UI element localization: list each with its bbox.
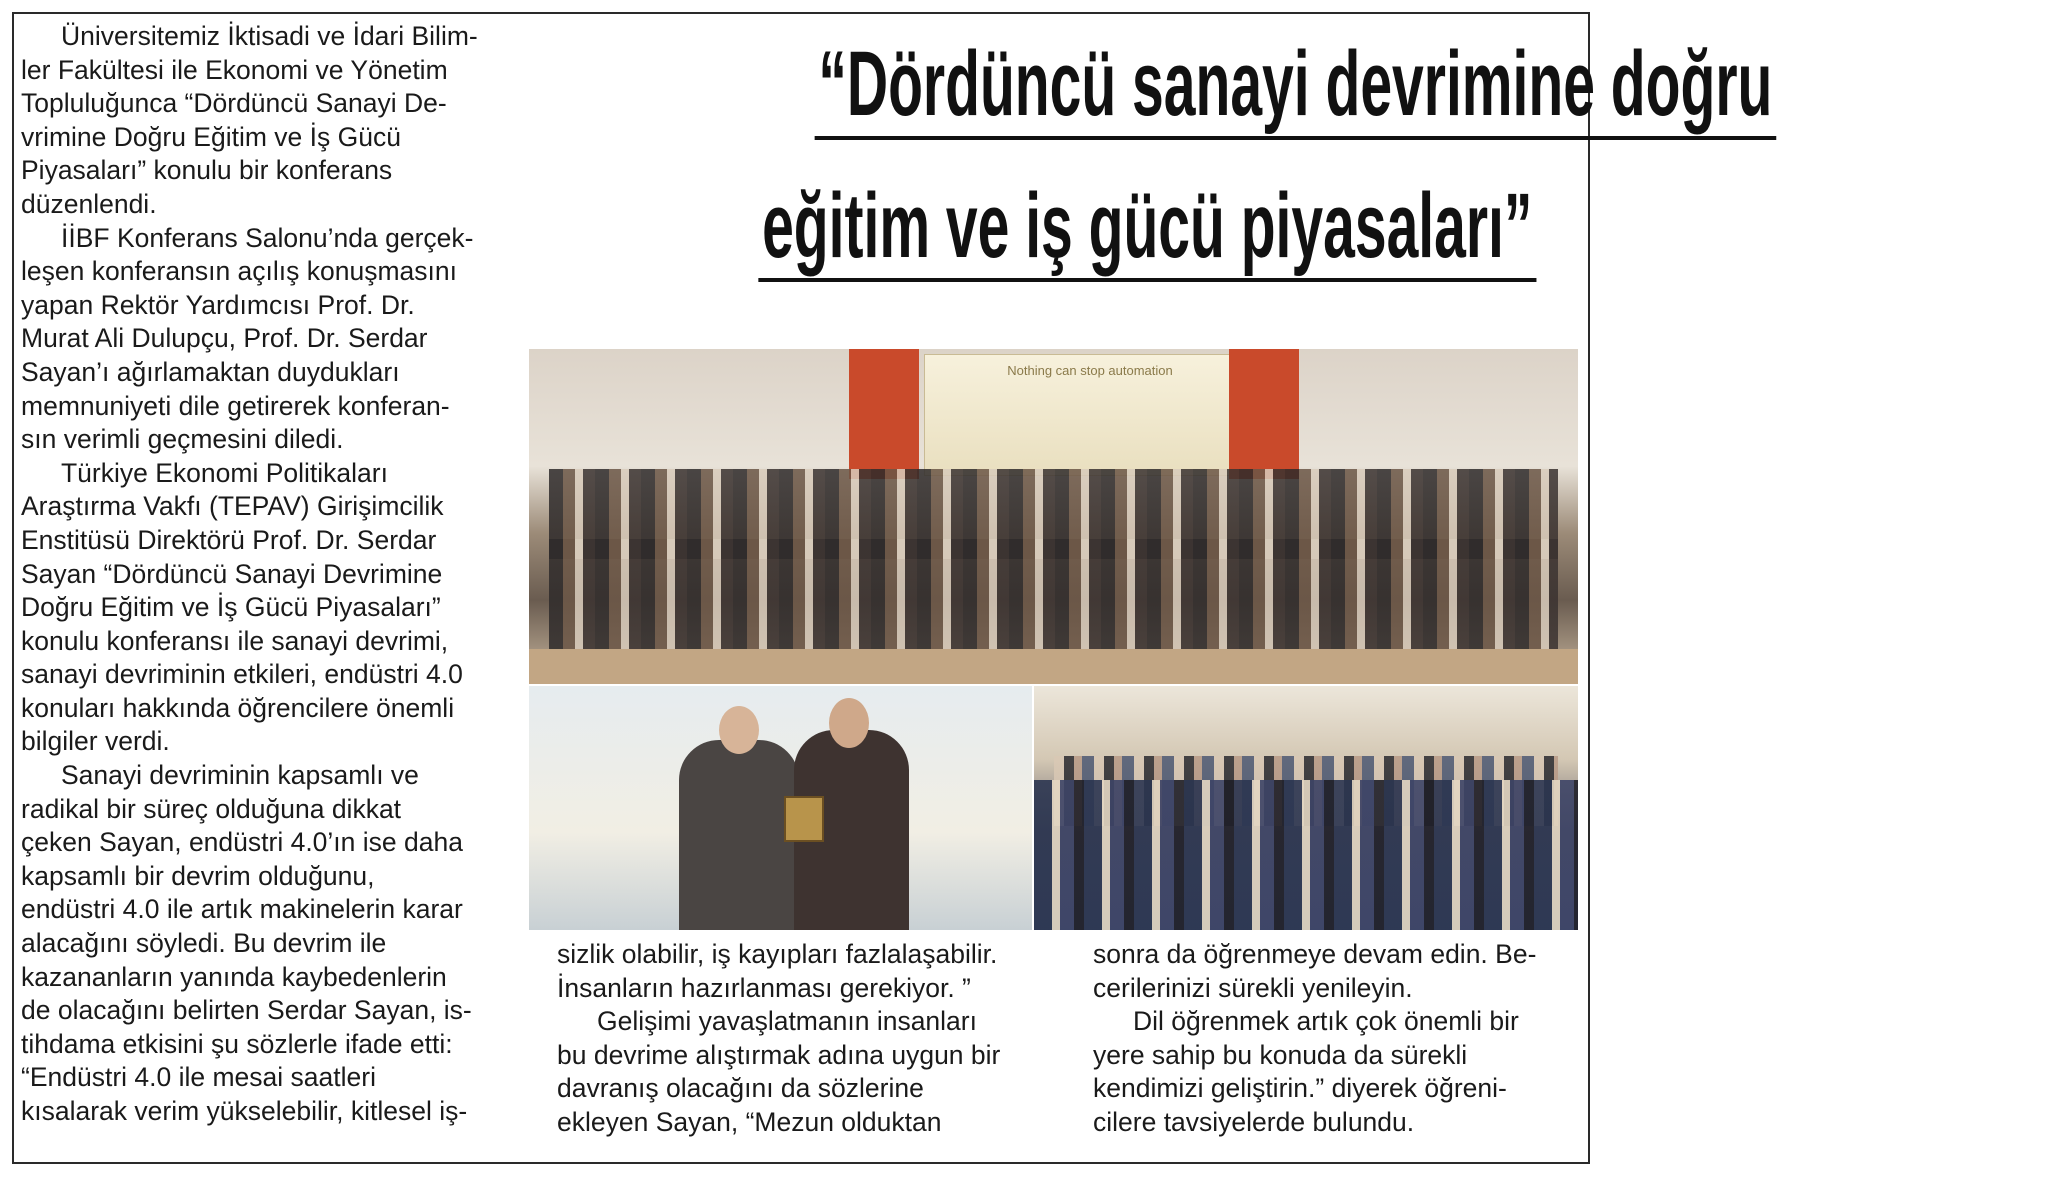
text-line: vrimine Doğru Eğitim ve İş Gücü [21,121,401,152]
left-text-column [21,20,511,1129]
text-line: kısalarak verim yükselebilir, kitlesel iş- [21,1096,468,1126]
text-line: yapan Rektör Yardımcısı Prof. Dr. [21,289,415,320]
face-left [719,706,759,754]
text-line: Sayan “Dördüncü Sanayi Devrimine [21,558,443,589]
text-line: sanayi devriminin etkileri, endüstri 4.0 [21,659,463,690]
headline-line-1: “Dördüncü sanayi devrimine doğru [815,38,1776,140]
text-line: kendimizi geliştirin.” diyerek öğreni- [1093,1073,1507,1104]
text-line: endüstri 4.0 ile artık makinelerin karar [21,894,463,925]
text-line: Enstitüsü Direktörü Prof. Dr. Serdar [21,524,437,555]
text-line: Dil öğrenmek artık çok önemli bir [1133,1006,1519,1037]
university-banner-left [849,349,919,479]
text-line: kapsamlı bir devrim olduğunu, [21,860,375,891]
text-line: memnuniyeti dile getirerek konferan- [21,390,450,421]
text-line: “Endüstri 4.0 ile mesai saatleri [21,1062,376,1093]
text-line: Üniversitemiz İktisadi ve İdari Bilim- [61,21,478,51]
text-line: ekleyen Sayan, “Mezun olduktan [557,1106,942,1137]
text-line: konulu konferansı ile sanayi devrimi, [21,625,449,656]
text-line: cilere tavsiyelerde bulundu. [1093,1106,1415,1137]
text-line: konuları hakkında öğrencilere önemli [21,692,455,723]
text-line: Gelişimi yavaşlatmanın insanları [597,1006,977,1037]
text-line: Piyasaları” konulu bir konferans [21,155,393,186]
text-line: davranış olacağını da sözlerine [557,1073,924,1104]
text-line: düzenlendi. [21,188,157,219]
group-crowd-front [549,539,1558,649]
text-line: tihdama etkisini şu sözlerle ifade etti: [21,1028,453,1059]
group-photo [529,349,1578,684]
text-line: Sayan’ı ağırlamaktan duydukları [21,356,400,387]
headline-line-2: eğitim ve iş gücü piyasaları” [758,180,1536,282]
text-line: sın verimli geçmesini diledi. [21,424,344,455]
projection-screen [924,354,1256,476]
text-line: radikal bir süreç olduğuna dikkat [21,793,402,824]
text-line: çeken Sayan, endüstri 4.0’ın ise daha [21,827,463,858]
text-line: alacağını söyledi. Bu devrim ile [21,928,387,959]
text-line: sonra da öğrenmeye devam edin. Be- [1093,939,1537,969]
text-line: Araştırma Vakfı (TEPAV) Girişimcilik [21,491,444,522]
text-line: de olacağını belirten Serdar Sayan, is- [21,995,472,1026]
audience-front-rows [1034,780,1578,930]
right-text-column [1093,938,1573,1140]
text-line: yere sahip bu konuda da sürekli [1093,1039,1468,1070]
text-line: Topluluğunca “Dördüncü Sanayi De- [21,88,447,119]
university-banner-right [1229,349,1299,479]
text-line: ler Fakültesi ile Ekonomi ve Yönetim [21,54,448,85]
audience-photo [1034,686,1578,930]
text-line: Doğru Eğitim ve İş Gücü Piyasaları” [21,592,441,623]
text-line: sizlik olabilir, iş kayıpları fazlalaşabilir. [557,939,998,969]
text-line: leşen konferansın açılış konuşmasını [21,256,458,287]
text-line: kazananların yanında kaybedenlerin [21,961,447,992]
award-plaque [784,796,824,842]
text-line: Türkiye Ekonomi Politikaları [61,457,388,488]
stage-floor [529,649,1578,684]
text-line: cerilerinizi sürekli yenileyin. [1093,972,1413,1003]
person-left [679,740,799,930]
text-line: İİBF Konferans Salonu’nda gerçek- [61,222,474,253]
face-right [829,698,869,748]
text-line: Sanayi devriminin kapsamlı ve [61,760,419,791]
text-line: bilgiler verdi. [21,726,170,757]
plaque-presentation-photo [529,686,1032,930]
screen-caption: Nothing can stop automation [1007,363,1173,378]
text-line: İnsanların hazırlanması gerekiyor. ” [557,972,971,1003]
middle-text-column [557,938,1027,1140]
text-line: bu devrime alıştırmak adına uygun bir [557,1039,1001,1070]
text-line: Murat Ali Dulupçu, Prof. Dr. Serdar [21,323,428,354]
